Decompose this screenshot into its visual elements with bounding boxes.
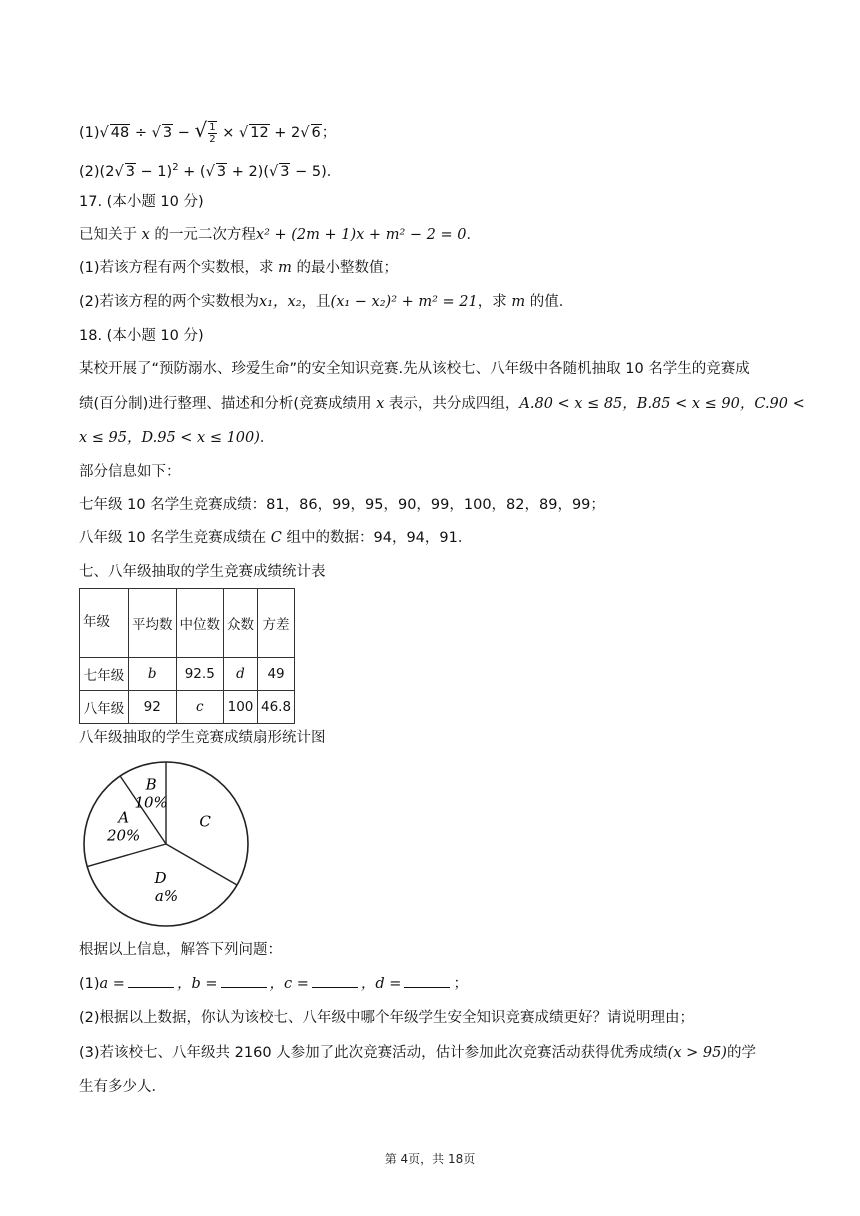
stem-text: 组中的数据：94，94，91． (286, 530, 473, 546)
part-text: (3)若该校七、八年级共 2160 人参加了此次竞赛活动，估计参加此次竞赛活动获得优秀成绩 (79, 1045, 668, 1061)
punct: ． (259, 430, 275, 446)
answer-label-a: a = (99, 976, 125, 992)
answer-blank-b[interactable] (221, 975, 267, 988)
table-header-row (80, 589, 295, 658)
sqrt-icon: √ (114, 163, 124, 180)
operator: − (177, 125, 190, 141)
pie-slice-value: 10% (134, 793, 168, 812)
q18-part2: (2)根据以上数据，你认为该校七、八年级中哪个年级学生安全知识竞赛成绩更好？请说明理由； (79, 1010, 695, 1026)
equation: x² + (2m + 1)x + m² − 2 = 0 (255, 227, 467, 243)
table-cell: 92 (129, 691, 177, 724)
pie-title: 八年级抽取的学生竞赛成绩扇形统计图 (79, 730, 326, 746)
exponent: 2 (172, 162, 179, 173)
radicand: 12 (250, 125, 269, 141)
punct: ． (466, 227, 481, 243)
page-footer: 第 4页，共 18页 (384, 1152, 476, 1166)
q18-stem-line2 (79, 394, 805, 414)
expr: (2 (99, 163, 115, 180)
sqrt-icon: √ (99, 125, 109, 141)
part-text: (1)若该方程有两个实数根，求 (79, 260, 274, 276)
sqrt-icon: √ (300, 125, 310, 141)
stem-text: 八年级 10 名学生竞赛成绩在 (79, 530, 267, 546)
table-cell: 七年级 (80, 658, 129, 691)
frac-num: 1 (209, 122, 216, 133)
table-header-cell: 年级 (80, 589, 129, 658)
sqrt-icon: √ (151, 125, 161, 141)
table-header-cell: 中位数 (176, 589, 224, 658)
expr: − 5)． (295, 163, 342, 180)
group-c: C (270, 530, 282, 546)
stem-text: 表示，共分成四组， (388, 396, 520, 412)
radicand: 48 (110, 125, 130, 141)
expr: + 2)( (231, 163, 269, 180)
q18-stem-line3 (79, 428, 274, 448)
part-text: (2)若该方程的两个实数根为 (79, 294, 260, 310)
info-title: 部分信息如下： (79, 464, 181, 480)
part-text: ，且 (301, 294, 331, 310)
q16-part2 (79, 158, 341, 182)
table-title: 七、八年级抽取的学生竞赛成绩统计表 (79, 564, 326, 580)
q18-stem-line1: 某校开展了“预防溺水、珍爱生命”的安全知识竞赛.先从该校七、八年级中各随机抽取 10 名学生的竞赛成 (79, 361, 750, 377)
var-x: x (141, 227, 150, 243)
operator: ÷ (134, 125, 148, 141)
pie-slice-label: C (199, 812, 211, 831)
operator: × (222, 125, 235, 141)
q18-part1 (79, 974, 468, 994)
table-cell: b (129, 658, 177, 691)
pie-slice-value: 20% (106, 826, 141, 845)
q16-part1 (79, 120, 336, 145)
expr: − 1) (140, 163, 173, 180)
table-header-cell: 众数 (224, 589, 258, 658)
pie-slice-value: a% (154, 886, 179, 905)
expr: + ( (183, 163, 206, 180)
table-cell: 92.5 (176, 658, 224, 691)
group-ranges: x ≤ 95，D.95 < x ≤ 100) (79, 430, 260, 446)
table-cell: 八年级 (80, 691, 129, 724)
answer-label-b: ，b = (176, 976, 218, 992)
frac-den: 2 (209, 134, 216, 145)
pie-chart (66, 744, 266, 944)
part-text: ，求 (477, 294, 507, 310)
q17-part1 (79, 258, 398, 278)
var-m: m (278, 260, 292, 276)
table-cell: d (224, 658, 258, 691)
pie-slice-label: B (145, 775, 157, 794)
radicand: 3 (125, 163, 135, 180)
table-cell: 49 (258, 658, 295, 691)
questions-intro: 根据以上信息，解答下列问题： (79, 942, 282, 958)
answer-label-d: ，d = (360, 976, 402, 992)
sqrt-icon: √ (205, 163, 215, 180)
punct: ； (453, 976, 468, 992)
roots: x₁，x₂ (259, 294, 302, 310)
part-label: (2) (79, 163, 100, 180)
part-label: (1) (79, 125, 100, 141)
sqrt-icon: √ (269, 163, 279, 180)
pie-slice-label: A (118, 808, 130, 827)
var-x: x (376, 396, 385, 412)
pie-slice-label: D (154, 868, 167, 887)
stats-table (79, 588, 295, 724)
table-header-cell: 方差 (258, 589, 295, 658)
answer-label-c: ，c = (269, 976, 309, 992)
part-text: 的最小整数值； (296, 260, 399, 276)
table-cell: 100 (224, 691, 258, 724)
fraction (208, 121, 216, 145)
stem-text: 已知关于 (79, 227, 137, 243)
part-label: (1) (79, 976, 100, 992)
q18-title: 18. (本小题 10 分) (79, 328, 204, 344)
stem-text: 的一元二次方程 (154, 227, 256, 243)
q17-title: 17. (本小题 10 分) (79, 194, 204, 210)
answer-blank-c[interactable] (312, 975, 358, 988)
radicand: 3 (280, 163, 290, 180)
answer-blank-a[interactable] (128, 975, 174, 988)
part-text: 的值． (529, 294, 574, 310)
punct: ； (321, 125, 337, 141)
table-cell: c (176, 691, 224, 724)
radicand: 3 (162, 125, 173, 141)
sqrt-icon: √ (238, 125, 249, 141)
radicand: 3 (216, 163, 227, 180)
table-header-cell: 平均数 (129, 589, 177, 658)
sqrt-icon: √ (194, 118, 208, 142)
equation: (x₁ − x₂)² + m² = 21 (330, 294, 478, 310)
grade8-scores (79, 528, 472, 548)
table-row (80, 658, 295, 691)
q17-part2 (79, 292, 573, 312)
radicand: 6 (311, 125, 321, 141)
condition: (x > 95) (667, 1045, 727, 1061)
q18-part3 (79, 1043, 756, 1063)
operator: + 2 (274, 125, 301, 141)
part-text: 的学 (726, 1045, 756, 1061)
q17-stem (79, 225, 481, 245)
var-m: m (511, 294, 526, 310)
table-row (80, 691, 295, 724)
grade7-scores: 七年级 10 名学生竞赛成绩：81，86，99，95，90，99，100，82，89，99； (79, 497, 605, 513)
stem-text: 绩(百分制)进行整理、描述和分析(竞赛成绩用 (79, 396, 372, 412)
group-ranges: A.80 < x ≤ 85，B.85 < x ≤ 90，C.90 < (519, 396, 805, 412)
q18-part3-line2: 生有多少人． (79, 1079, 166, 1095)
answer-blank-d[interactable] (404, 975, 450, 988)
table-cell: 46.8 (258, 691, 295, 724)
